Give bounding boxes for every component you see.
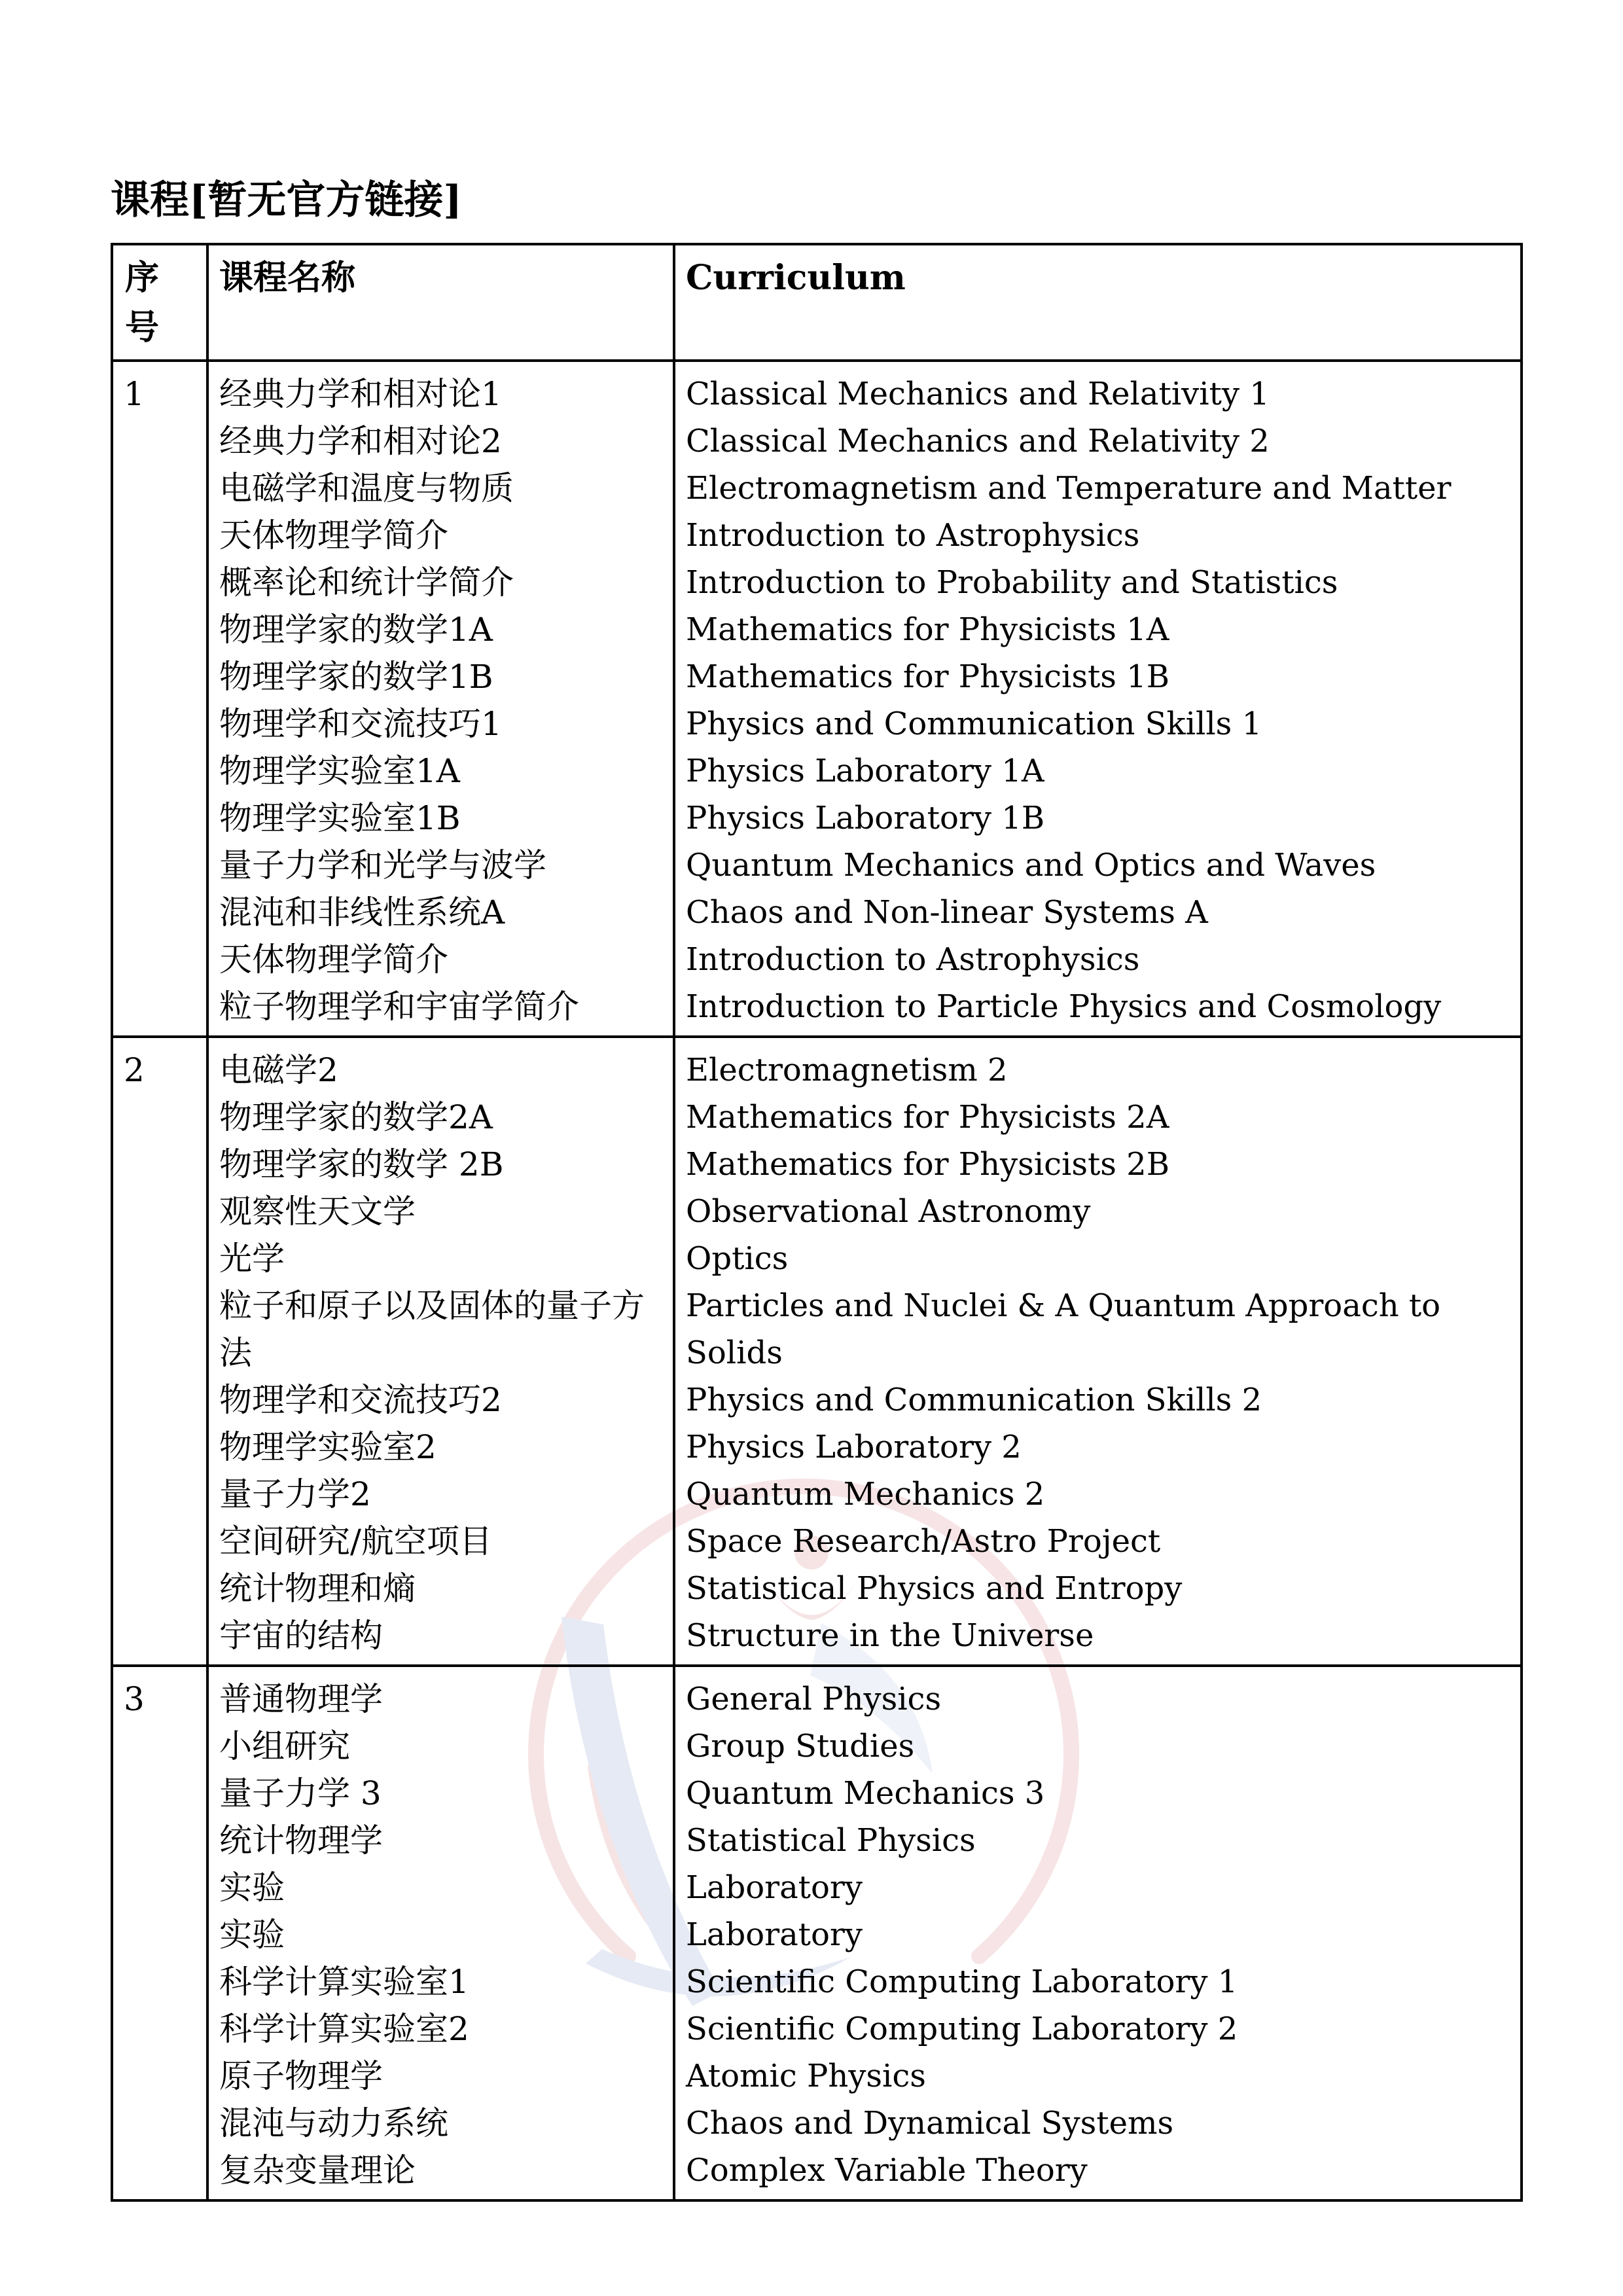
course-name-cn: 复杂变量理论 xyxy=(219,2151,416,2189)
course-name-cn: 观察性天文学 xyxy=(219,1193,416,1230)
course-name-cn: 统计物理和熵 xyxy=(219,1570,416,1607)
course-name-cn: 天体物理学简介 xyxy=(219,516,448,554)
course-name-en: Group Studies xyxy=(686,1728,915,1765)
curriculum-table xyxy=(111,243,1523,2202)
course-name-cn: 实验 xyxy=(219,1916,285,1954)
course-name-cn: 天体物理学简介 xyxy=(219,941,448,978)
course-name-cn: 经典力学和相对论2 xyxy=(219,422,502,460)
course-name-en: Chaos and Dynamical Systems xyxy=(686,2105,1174,2142)
course-name-en: Space Research/Astro Project xyxy=(686,1523,1161,1560)
course-name-en: Physics and Communication Skills 1 xyxy=(686,706,1262,742)
course-name-cn: 量子力学 3 xyxy=(219,1774,382,1812)
course-name-cn: 粒子物理学和宇宙学简介 xyxy=(219,988,579,1026)
table-row xyxy=(112,361,1522,1037)
header-curriculum: Curriculum xyxy=(674,244,1522,361)
course-name-en: Classical Mechanics and Relativity 2 xyxy=(686,423,1270,459)
course-name-en: Observational Astronomy xyxy=(686,1193,1091,1230)
course-name-cn: 物理学家的数学1B xyxy=(219,658,493,696)
course-name-en: Mathematics for Physicists 2A xyxy=(686,1099,1169,1136)
course-name-cn: 普通物理学 xyxy=(219,1680,383,1718)
course-name-en: Scientific Computing Laboratory 2 xyxy=(686,2011,1238,2047)
course-name-en: Physics Laboratory 1A xyxy=(686,753,1044,789)
course-name-cn: 经典力学和相对论1 xyxy=(219,375,502,413)
course-name-cn: 量子力学2 xyxy=(219,1475,371,1513)
course-name-en: Electromagnetism 2 xyxy=(686,1052,1008,1088)
course-name-cn: 物理学家的数学2A xyxy=(219,1098,493,1136)
course-name-en: Classical Mechanics and Relativity 1 xyxy=(686,376,1270,412)
course-name-cn: 电磁学和温度与物质 xyxy=(219,469,514,507)
table-row xyxy=(112,1666,1522,2200)
course-name-en: Atomic Physics xyxy=(686,2058,926,2094)
course-name-cn: 小组研究 xyxy=(219,1727,350,1765)
course-names-cn-cell xyxy=(207,1666,674,2200)
course-name-en: General Physics xyxy=(686,1681,942,1717)
course-name-cn: 粒子和原子以及固体的量子方法 xyxy=(219,1287,645,1372)
course-name-en: Statistical Physics and Entropy xyxy=(686,1570,1183,1607)
table-row xyxy=(112,1037,1522,1666)
course-name-en: Laboratory xyxy=(686,1869,863,1906)
course-name-cn: 科学计算实验室1 xyxy=(219,1963,469,2001)
row-index: 3 xyxy=(112,1666,207,2200)
course-name-cn: 实验 xyxy=(219,1869,285,1907)
course-name-cn: 空间研究/航空项目 xyxy=(219,1522,492,1560)
course-name-cn: 物理学实验室1A xyxy=(219,752,460,790)
row-index: 2 xyxy=(112,1037,207,1666)
header-index xyxy=(112,244,207,361)
course-names-en-cell xyxy=(674,1666,1522,2200)
course-name-en: Quantum Mechanics 2 xyxy=(686,1476,1045,1513)
course-name-en: Physics Laboratory 1B xyxy=(686,800,1045,836)
course-name-cn: 混沌和非线性系统A xyxy=(219,893,505,931)
table-header-row xyxy=(112,244,1522,361)
course-name-en: Scientific Computing Laboratory 1 xyxy=(686,1964,1238,2000)
course-name-cn: 宇宙的结构 xyxy=(219,1617,383,1655)
course-name-cn: 物理学和交流技巧1 xyxy=(219,705,502,743)
course-name-en: Structure in the Universe xyxy=(686,1617,1094,1654)
course-name-cn: 光学 xyxy=(219,1240,285,1278)
course-name-en: Physics Laboratory 2 xyxy=(686,1429,1022,1465)
header-course-name: 课程名称 xyxy=(207,244,674,361)
course-name-cn: 电磁学2 xyxy=(219,1051,338,1089)
header-index-label: 序号 xyxy=(125,258,160,348)
course-name-cn: 量子力学和光学与波学 xyxy=(219,846,546,884)
course-name-en: Optics xyxy=(686,1240,789,1277)
course-name-en: Quantum Mechanics and Optics and Waves xyxy=(686,847,1376,884)
course-name-en: Mathematics for Physicists 2B xyxy=(686,1146,1169,1183)
course-name-en: Introduction to Astrophysics xyxy=(686,517,1140,554)
course-names-cn-cell xyxy=(207,1037,674,1666)
course-name-en: Chaos and Non-linear Systems A xyxy=(686,894,1208,931)
course-name-en: Mathematics for Physicists 1B xyxy=(686,658,1169,695)
course-names-en-cell xyxy=(674,1037,1522,1666)
course-names-cn-cell xyxy=(207,361,674,1037)
course-name-en: Particles and Nuclei & A Quantum Approach to Solids xyxy=(686,1287,1441,1371)
course-name-en: Electromagnetism and Temperature and Matter xyxy=(686,470,1452,507)
course-name-en: Complex Variable Theory xyxy=(686,2152,1088,2189)
course-name-cn: 物理学和交流技巧2 xyxy=(219,1381,502,1419)
course-name-cn: 物理学实验室2 xyxy=(219,1428,437,1466)
course-name-en: Mathematics for Physicists 1A xyxy=(686,611,1169,648)
row-index: 1 xyxy=(112,361,207,1037)
course-name-en: Introduction to Astrophysics xyxy=(686,941,1140,978)
course-name-cn: 原子物理学 xyxy=(219,2057,383,2095)
course-name-cn: 科学计算实验室2 xyxy=(219,2010,469,2048)
course-name-en: Introduction to Particle Physics and Cosmology xyxy=(686,988,1442,1025)
course-name-cn: 概率论和统计学简介 xyxy=(219,564,514,601)
course-name-en: Introduction to Probability and Statistics xyxy=(686,564,1338,601)
course-names-en-cell xyxy=(674,361,1522,1037)
course-name-cn: 物理学家的数学 2B xyxy=(219,1145,504,1183)
course-name-cn: 物理学实验室1B xyxy=(219,799,461,837)
course-name-en: Quantum Mechanics 3 xyxy=(686,1775,1045,1812)
course-name-cn: 统计物理学 xyxy=(219,1821,383,1859)
course-name-en: Statistical Physics xyxy=(686,1822,976,1859)
page-title: 课程[暂无官方链接] xyxy=(111,177,462,223)
course-name-en: Physics and Communication Skills 2 xyxy=(686,1382,1262,1418)
course-name-en: Laboratory xyxy=(686,1916,863,1953)
course-name-cn: 物理学家的数学1A xyxy=(219,611,493,649)
course-name-cn: 混沌与动力系统 xyxy=(219,2104,448,2142)
